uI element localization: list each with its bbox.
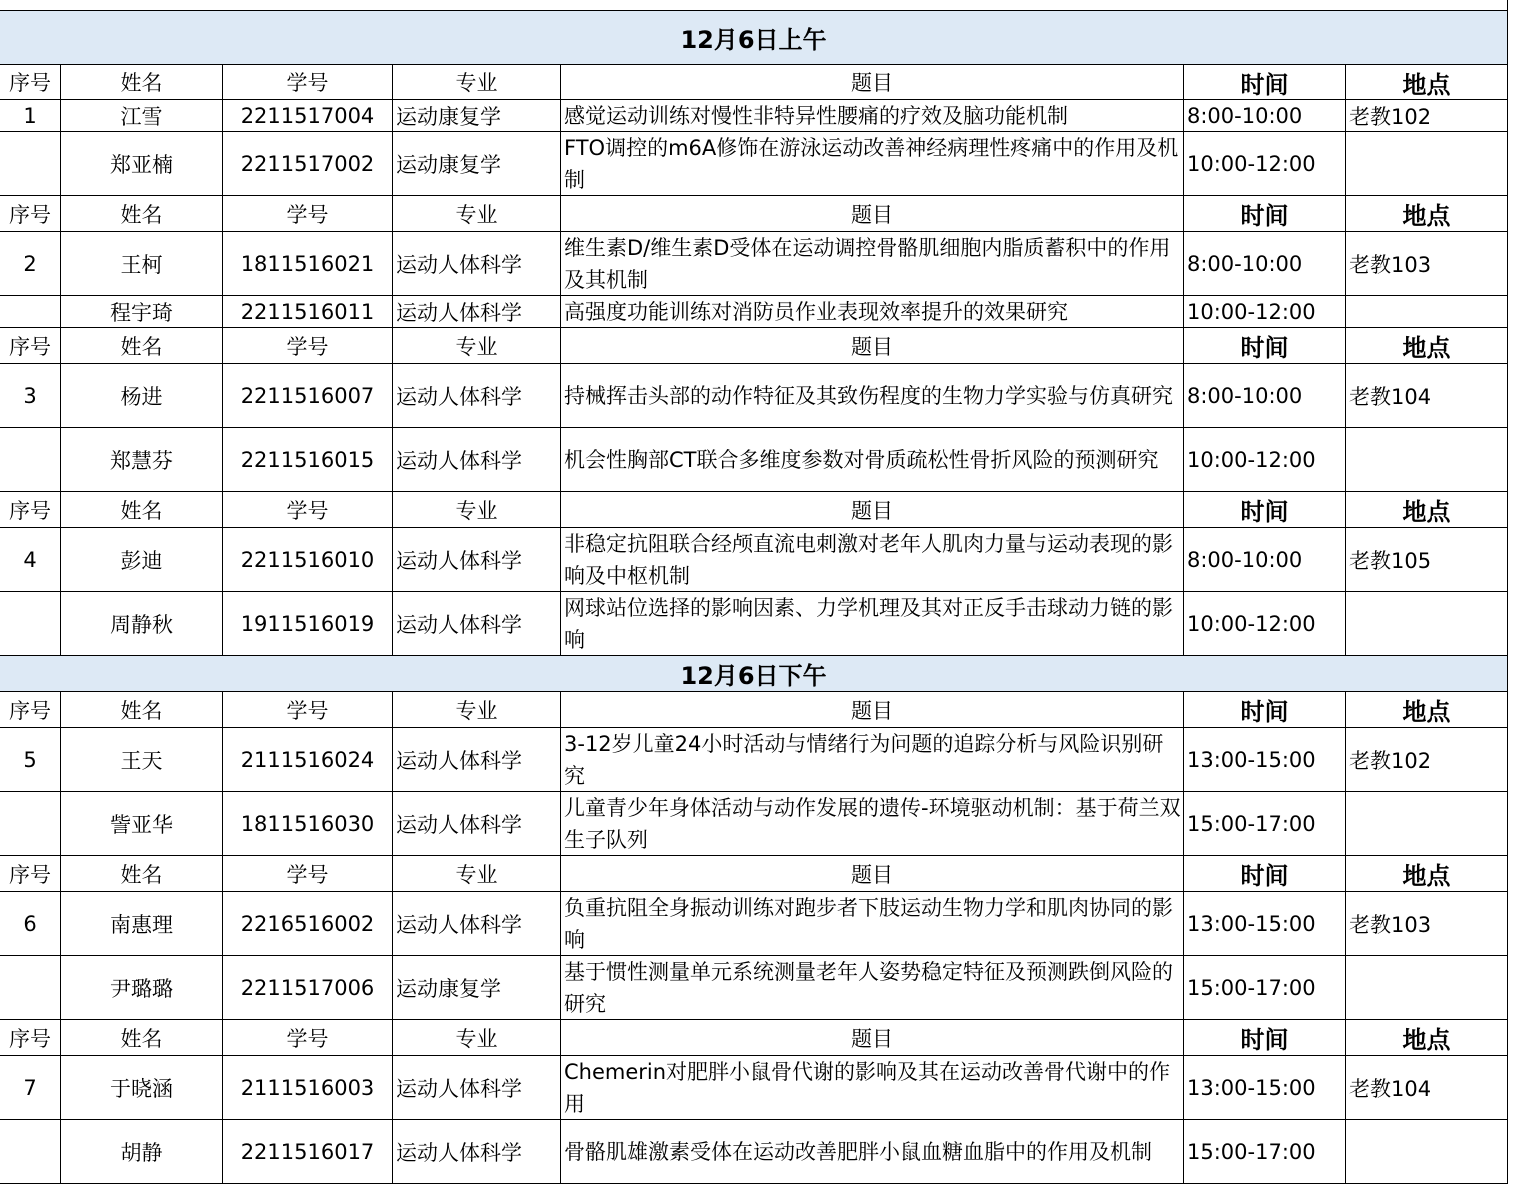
time-cell[interactable]: 15:00-17:00 [1184, 1120, 1346, 1183]
major-cell[interactable]: 运动人体科学 [393, 728, 561, 791]
session-banner: 12月6日上午 [0, 11, 1508, 65]
header-id: 学号 [223, 856, 393, 891]
name-cell[interactable]: 江雪 [61, 100, 223, 131]
seq-cell[interactable] [0, 1120, 61, 1183]
student-id-cell[interactable]: 2211517002 [223, 132, 393, 195]
name-cell[interactable]: 郑慧芬 [61, 428, 223, 491]
major-cell[interactable]: 运动人体科学 [393, 892, 561, 955]
header-seq: 序号 [0, 856, 61, 891]
time-cell[interactable]: 13:00-15:00 [1184, 892, 1346, 955]
header-time: 时间 [1184, 692, 1346, 727]
seq-cell[interactable]: 7 [0, 1056, 61, 1119]
time-cell[interactable]: 15:00-17:00 [1184, 792, 1346, 855]
header-seq: 序号 [0, 692, 61, 727]
header-topic: 题目 [561, 65, 1184, 99]
header-place: 地点 [1346, 492, 1508, 527]
student-id-cell[interactable]: 1811516030 [223, 792, 393, 855]
header-seq: 序号 [0, 492, 61, 527]
major-cell[interactable]: 运动康复学 [393, 100, 561, 131]
header-row [0, 1020, 1508, 1056]
seq-cell[interactable] [0, 428, 61, 491]
topic-cell[interactable]: FTO调控的m6A修饰在游泳运动改善神经病理性疼痛中的作用及机制 [561, 132, 1184, 195]
name-cell[interactable]: 于晓涵 [61, 1056, 223, 1119]
table-row[interactable] [0, 892, 1508, 956]
major-cell[interactable]: 运动人体科学 [393, 592, 561, 655]
topic-cell[interactable]: 网球站位选择的影响因素、力学机理及其对正反手击球动力链的影响 [561, 592, 1184, 655]
table-row[interactable] [0, 296, 1508, 328]
name-cell[interactable]: 王天 [61, 728, 223, 791]
place-cell[interactable]: 老教102 [1346, 728, 1508, 791]
place-cell[interactable]: 老教103 [1346, 232, 1508, 295]
seq-cell[interactable]: 1 [0, 100, 61, 131]
header-place: 地点 [1346, 328, 1508, 363]
session-banner: 12月6日下午 [0, 656, 1508, 692]
major-cell[interactable]: 运动人体科学 [393, 1120, 561, 1183]
table-row[interactable] [0, 728, 1508, 792]
time-cell[interactable]: 13:00-15:00 [1184, 1056, 1346, 1119]
table-row[interactable] [0, 792, 1508, 856]
place-cell[interactable] [1346, 296, 1508, 327]
place-cell[interactable] [1346, 428, 1508, 491]
place-cell[interactable] [1346, 792, 1508, 855]
major-cell[interactable]: 运动人体科学 [393, 364, 561, 427]
header-topic: 题目 [561, 1020, 1184, 1055]
time-cell[interactable]: 10:00-12:00 [1184, 428, 1346, 491]
header-seq: 序号 [0, 1020, 61, 1055]
top-strip [0, 0, 1508, 11]
name-cell[interactable]: 程宇琦 [61, 296, 223, 327]
header-row [0, 692, 1508, 728]
header-name: 姓名 [61, 1020, 223, 1055]
header-seq: 序号 [0, 65, 61, 99]
major-cell[interactable]: 运动人体科学 [393, 296, 561, 327]
name-cell[interactable]: 杨进 [61, 364, 223, 427]
header-topic: 题目 [561, 196, 1184, 231]
student-id-cell[interactable]: 2211517006 [223, 956, 393, 1019]
header-place: 地点 [1346, 196, 1508, 231]
place-cell[interactable]: 老教103 [1346, 892, 1508, 955]
table-row[interactable] [0, 1056, 1508, 1120]
time-cell[interactable]: 15:00-17:00 [1184, 956, 1346, 1019]
name-cell[interactable]: 郑亚楠 [61, 132, 223, 195]
student-id-cell[interactable]: 2211516017 [223, 1120, 393, 1183]
name-cell[interactable]: 訾亚华 [61, 792, 223, 855]
header-major: 专业 [393, 692, 561, 727]
table-row[interactable] [0, 132, 1508, 196]
header-major: 专业 [393, 328, 561, 363]
header-time: 时间 [1184, 196, 1346, 231]
time-cell[interactable]: 8:00-10:00 [1184, 100, 1346, 131]
student-id-cell[interactable]: 2111516024 [223, 728, 393, 791]
header-topic: 题目 [561, 328, 1184, 363]
topic-cell[interactable]: 感觉运动训练对慢性非特异性腰痛的疗效及脑功能机制 [561, 100, 1184, 131]
header-place: 地点 [1346, 856, 1508, 891]
student-id-cell[interactable]: 1811516021 [223, 232, 393, 295]
header-time: 时间 [1184, 65, 1346, 99]
seq-cell[interactable]: 4 [0, 528, 61, 591]
header-id: 学号 [223, 1020, 393, 1055]
table-row[interactable] [0, 428, 1508, 492]
major-cell[interactable]: 运动人体科学 [393, 528, 561, 591]
seq-cell[interactable]: 3 [0, 364, 61, 427]
major-cell[interactable]: 运动人体科学 [393, 428, 561, 491]
major-cell[interactable]: 运动康复学 [393, 956, 561, 1019]
header-name: 姓名 [61, 65, 223, 99]
student-id-cell[interactable]: 2211516007 [223, 364, 393, 427]
topic-cell[interactable]: Chemerin对肥胖小鼠骨代谢的影响及其在运动改善骨代谢中的作用 [561, 1056, 1184, 1119]
topic-cell[interactable]: 高强度功能训练对消防员作业表现效率提升的效果研究 [561, 296, 1184, 327]
table-row[interactable] [0, 364, 1508, 428]
place-cell[interactable] [1346, 956, 1508, 1019]
table-row[interactable] [0, 100, 1508, 132]
place-cell[interactable] [1346, 592, 1508, 655]
place-cell[interactable]: 老教104 [1346, 1056, 1508, 1119]
header-name: 姓名 [61, 692, 223, 727]
major-cell[interactable]: 运动人体科学 [393, 1056, 561, 1119]
time-cell[interactable]: 8:00-10:00 [1184, 232, 1346, 295]
seq-cell[interactable]: 6 [0, 892, 61, 955]
student-id-cell[interactable]: 2211516015 [223, 428, 393, 491]
header-seq: 序号 [0, 196, 61, 231]
table-row[interactable] [0, 232, 1508, 296]
seq-cell[interactable] [0, 792, 61, 855]
header-name: 姓名 [61, 492, 223, 527]
header-place: 地点 [1346, 65, 1508, 99]
topic-cell[interactable]: 非稳定抗阻联合经颅直流电刺激对老年人肌肉力量与运动表现的影响及中枢机制 [561, 528, 1184, 591]
name-cell[interactable]: 王柯 [61, 232, 223, 295]
header-id: 学号 [223, 492, 393, 527]
seq-cell[interactable] [0, 592, 61, 655]
header-row [0, 65, 1508, 100]
time-cell[interactable]: 10:00-12:00 [1184, 592, 1346, 655]
topic-cell[interactable]: 机会性胸部CT联合多维度参数对骨质疏松性骨折风险的预测研究 [561, 428, 1184, 491]
header-id: 学号 [223, 65, 393, 99]
header-major: 专业 [393, 196, 561, 231]
place-cell[interactable] [1346, 1120, 1508, 1183]
header-major: 专业 [393, 65, 561, 99]
student-id-cell[interactable]: 1911516019 [223, 592, 393, 655]
place-cell[interactable]: 老教105 [1346, 528, 1508, 591]
student-id-cell[interactable]: 2216516002 [223, 892, 393, 955]
header-topic: 题目 [561, 692, 1184, 727]
major-cell[interactable]: 运动人体科学 [393, 792, 561, 855]
table-row[interactable] [0, 1120, 1508, 1184]
time-cell[interactable]: 13:00-15:00 [1184, 728, 1346, 791]
place-cell[interactable] [1346, 132, 1508, 195]
header-major: 专业 [393, 856, 561, 891]
header-name: 姓名 [61, 856, 223, 891]
header-place: 地点 [1346, 692, 1508, 727]
header-name: 姓名 [61, 328, 223, 363]
header-row [0, 856, 1508, 892]
name-cell[interactable]: 南惠理 [61, 892, 223, 955]
time-cell[interactable]: 8:00-10:00 [1184, 528, 1346, 591]
student-id-cell[interactable]: 2211516011 [223, 296, 393, 327]
time-cell[interactable]: 10:00-12:00 [1184, 296, 1346, 327]
seq-cell[interactable] [0, 132, 61, 195]
header-time: 时间 [1184, 328, 1346, 363]
name-cell[interactable]: 尹璐璐 [61, 956, 223, 1019]
seq-cell[interactable] [0, 296, 61, 327]
table-row[interactable] [0, 956, 1508, 1020]
topic-cell[interactable]: 基于惯性测量单元系统测量老年人姿势稳定特征及预测跌倒风险的研究 [561, 956, 1184, 1019]
name-cell[interactable]: 周静秋 [61, 592, 223, 655]
topic-cell[interactable]: 儿童青少年身体活动与动作发展的遗传-环境驱动机制：基于荷兰双生子队列 [561, 792, 1184, 855]
table-row[interactable] [0, 592, 1508, 656]
header-time: 时间 [1184, 856, 1346, 891]
seq-cell[interactable] [0, 956, 61, 1019]
place-cell[interactable]: 老教102 [1346, 100, 1508, 131]
student-id-cell[interactable]: 2211516010 [223, 528, 393, 591]
topic-cell[interactable]: 持械挥击头部的动作特征及其致伤程度的生物力学实验与仿真研究 [561, 364, 1184, 427]
place-cell[interactable]: 老教104 [1346, 364, 1508, 427]
topic-cell[interactable]: 维生素D/维生素D受体在运动调控骨骼肌细胞内脂质蓄积中的作用及其机制 [561, 232, 1184, 295]
header-time: 时间 [1184, 1020, 1346, 1055]
time-cell[interactable]: 10:00-12:00 [1184, 132, 1346, 195]
seq-cell[interactable]: 5 [0, 728, 61, 791]
major-cell[interactable]: 运动人体科学 [393, 232, 561, 295]
name-cell[interactable]: 彭迪 [61, 528, 223, 591]
time-cell[interactable]: 8:00-10:00 [1184, 364, 1346, 427]
header-place: 地点 [1346, 1020, 1508, 1055]
seq-cell[interactable]: 2 [0, 232, 61, 295]
header-time: 时间 [1184, 492, 1346, 527]
header-id: 学号 [223, 692, 393, 727]
topic-cell[interactable]: 负重抗阻全身振动训练对跑步者下肢运动生物力学和肌肉协同的影响 [561, 892, 1184, 955]
header-id: 学号 [223, 196, 393, 231]
header-row [0, 196, 1508, 232]
name-cell[interactable]: 胡静 [61, 1120, 223, 1183]
header-major: 专业 [393, 1020, 561, 1055]
header-topic: 题目 [561, 856, 1184, 891]
header-major: 专业 [393, 492, 561, 527]
student-id-cell[interactable]: 2111516003 [223, 1056, 393, 1119]
student-id-cell[interactable]: 2211517004 [223, 100, 393, 131]
topic-cell[interactable]: 3-12岁儿童24小时活动与情绪行为问题的追踪分析与风险识别研究 [561, 728, 1184, 791]
header-row [0, 328, 1508, 364]
header-row [0, 492, 1508, 528]
header-topic: 题目 [561, 492, 1184, 527]
header-name: 姓名 [61, 196, 223, 231]
header-seq: 序号 [0, 328, 61, 363]
major-cell[interactable]: 运动康复学 [393, 132, 561, 195]
table-row[interactable] [0, 528, 1508, 592]
topic-cell[interactable]: 骨骼肌雄激素受体在运动改善肥胖小鼠血糖血脂中的作用及机制 [561, 1120, 1184, 1183]
header-id: 学号 [223, 328, 393, 363]
